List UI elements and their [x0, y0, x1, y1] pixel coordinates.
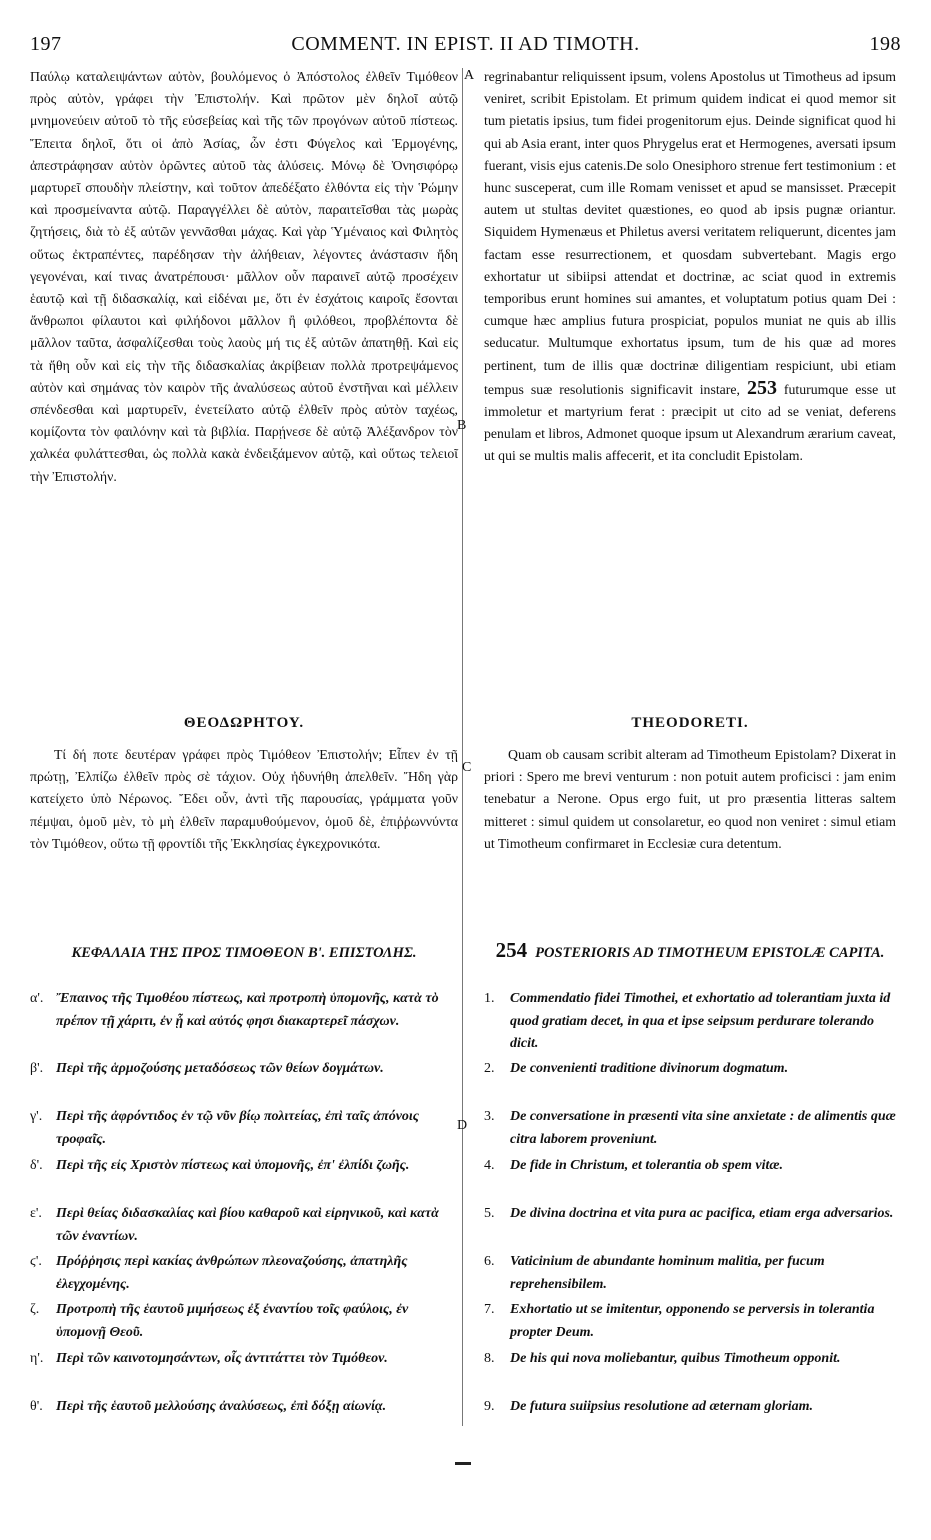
latin-chapter-text: De fide in Christum, et tolerantia ob spem vitæ. [510, 1158, 784, 1173]
latin-chapter-1 [484, 988, 896, 1056]
running-header [30, 33, 901, 61]
latin-chapter-num: 7. [484, 1302, 495, 1317]
latin-chapter-text: De his qui nova moliebantur, quibus Timotheum opponit. [510, 1351, 841, 1366]
latin-chapter-num: 6. [484, 1254, 495, 1269]
greek-intro-text: Παύλῳ καταλειψάντων αὐτὸν, βουλόμενος ὁ Ἀπόστολος ἐλθεῖν Τιμόθεον πρὸς αὐτὸν, γράφει τὴν Ἐπιστολήν. Καὶ πρῶτον μὲν δηλοῖ αὐτῷ μνημονεύειν αὐτοῦ τὸ τῆς εὐσεβείας καὶ τῆς τῶν προγόνων αὐτοῦ πίστεως. Ἔπειτα δηλοῖ, ὅτι οἱ ἀπὸ Ἀσίας, ὧν ἐστι Φύγελος καὶ Ἑρμογένης, ἀπεστράφησαν αὐτὸν ὁρῶντες αὐτοῦ τὰς ἁλύσεις. Μόνῳ δὲ Ὀνησιφόρῳ μαρτυρεῖ σπουδὴν πλείστην, καὶ τοῦτον ἀπεδέξατο ἐλθόντα εἰς τὴν Ῥώμην καὶ προσμείναντα αὐτῷ. Παραγγέλλει δὲ αὐτὸν, παραιτεῖσθαι τὰς μωρὰς ζητήσεις, διὰ τὸ ἐξ αὐτῶν γεννᾶσθαι μάχας. Καὶ γὰρ Ὑμέναιος καὶ Φιλητὸς οὕτως ἐκτραπέντες, παρέδησαν τὴν ἀλήθειαν, λέγοντες ἀνάστασιν ἤδη γεγονέναι, καί τινας ἀνατρέπουσι· μᾶλλον οὖν παραινεῖ αὐτῷ προσέχειν ἑαυτῷ καὶ τῇ διδασκαλίᾳ, καὶ εἰδέναι με, ὅτι ἐν ἐσχάτοις καιροῖς ἔσονται ἄνθρωποι φίλαυτοι καὶ φιλήδονοι μᾶλλον ἢ φιλόθεοι, προβλέποντα δὲ μᾶλλον ταῦτα, ἀσφαλίζεσθαι τοὺς λαοὺς μή τις ἐξ αὐτῶν ἀπατηθῇ. Καὶ εἰς τὰ ἤθη οὖν καὶ εἰς τὴν τῆς διδασκαλίας ἀκρίβειαν πολλὰ προτρεψάμενος αὐτὸν καὶ σημάνας τὸν καιρὸν τῆς ἀναλύσεως αὐτοῦ ἐνστῆναι καὶ μέλλειν σπένδεσθαι καὶ μαρτυρεῖν, ἐνετείλατο αὐτῷ ἐλθεῖν πρὸς αὐτὸν ταχέως, κομίζοντα τὸν φαιλόνην καὶ τὰ βιβλία. Παρῄνεσε δὲ αὐτῷ Ἀλέξανδρον τὸν χαλκέα φυλάττεσθαι, ὡς πολλὰ κακὰ ἐνδειξάμενον αὐτῷ, καὶ οὕτως τελειοῖ τὴν Ἐπιστολήν. [30, 69, 458, 484]
greek-chapter-text: Περὶ τῆς ἁρμοζούσης μεταδόσεως τῶν θείων δογμάτων. [56, 1061, 384, 1076]
latin-chapter-4 [484, 1155, 896, 1178]
greek-chapter-num: θ'. [30, 1399, 43, 1414]
latin-chapters-title [484, 938, 896, 963]
latin-chapter-text: De futura suiipsius resolutione ad æternam gloriam. [510, 1399, 814, 1414]
greek-chapter-1 [30, 988, 458, 1033]
end-dash [455, 1462, 471, 1465]
greek-chapter-8 [30, 1348, 458, 1371]
greek-chapter-num: α'. [30, 991, 44, 1006]
greek-chapter-num: ε'. [30, 1206, 42, 1221]
greek-chapter-3 [30, 1106, 458, 1151]
latin-theodoret [484, 712, 896, 855]
greek-chapter-text: Ἔπαινος τῆς Τιμοθέου πίστεως, καὶ προτροπὴ ὑπομονῆς, κατὰ τὸ πρέπον τῇ χάριτι, ἐν ᾗ καὶ αὐτός φησι διακαρτερεῖ πάσχων. [56, 991, 439, 1029]
latin-intro-before: regrinabantur reliquissent ipsum, volens Apostolus ut Timotheus ad ipsum veniret, scribit Epistolam. Et primum quidem indicat ei quod memor sit tum pietatis ipsius, tum fidei progenitorum ejus. Deinde significat quod hi qui ab Asia erant, inter quos Phrygelus erat et Hermogenes, aversati ipsum fuerant, visis ejus catenis.De solo Onesiphoro strenue fert testimonium : et hunc susceperat, cum ille Romam venisset et apud se mansisset. Præcepit autem ut stultas devitet quæstiones, eo quod ab ipsis pugnæ oriantur. Siquidem Hymenæus et Philetus aversi veritatem reliquerunt, dicentes jam factam esse resurrectionem, et quosdam subvertebant. Magis ergo exhortatur ut sibiipsi attendat et doctrinæ, ac sciat quod in extremis temporibus erunt homines sui amantes, et voluptatum potius quam Dei : cumque hæc amplius futura prospiciat, populos muniat ne quis ab illis seducatur. Multumque exhortatus ipsum, tum de his quæ ad mores pertinent, tum de illis quæ doctrinæ diligentiam respiciunt, ubi etiam tempus suæ resolutionis significavit instare, [484, 69, 896, 397]
greek-chapter-text: Περὶ τῶν καινοτομησάντων, οἷς ἀντιτάττει τὸν Τιμόθεον. [56, 1351, 388, 1366]
margin-letter-b: B [457, 418, 467, 433]
latin-theodoret-title: THEODORETI. [631, 715, 749, 731]
latin-chapter-text: De divina doctrina et vita pura ac pacifica, etiam erga adversarios. [510, 1206, 894, 1221]
greek-chapter-text: Περὶ θείας διδασκαλίας καὶ βίου καθαροῦ καὶ εἰρηνικοῦ, καὶ κατὰ τῶν ἐναντίων. [56, 1206, 439, 1244]
latin-chapter-6 [484, 1251, 896, 1296]
latin-chapter-num: 4. [484, 1158, 495, 1173]
greek-chapter-num: ϛ'. [30, 1254, 42, 1269]
greek-chapter-num: δ'. [30, 1158, 43, 1173]
greek-chapter-7 [30, 1299, 458, 1344]
latin-chapter-5 [484, 1203, 896, 1226]
latin-chapter-text: Commendatio fidei Timothei, et exhortatio ad tolerantiam juxta id quod gratiam decet, in qua et ipse seipsum perdurare tolerando dicit. [510, 991, 891, 1051]
greek-chapter-text: Πρόῤῥησις περὶ κακίας ἀνθρώπων πλεοναζούσης, ἀπατηλῆς ἐλεγχομένης. [56, 1254, 408, 1292]
margin-letter-c: C [462, 760, 472, 775]
latin-chapter-9 [484, 1396, 896, 1419]
latin-chapter-num: 5. [484, 1206, 495, 1221]
greek-chapter-text: Προτροπὴ τῆς ἑαυτοῦ μιμήσεως ἐξ ἐναντίου τοῖς φαύλοις, ἐν ὑπομονῇ Θεοῦ. [56, 1302, 409, 1340]
column-rule [462, 68, 463, 1426]
column-number-254: 254 [495, 938, 528, 962]
greek-chapters-heading [30, 944, 458, 963]
greek-chapter-text: Περὶ τῆς ἀφρόντιδος ἐν τῷ νῦν βίῳ πολιτείας, ἐπὶ ταῖς ἀπόνοις τροφαῖς. [56, 1109, 420, 1147]
latin-chapter-num: 9. [484, 1399, 495, 1414]
page-number-left: 197 [30, 33, 62, 55]
latin-chapter-7 [484, 1299, 896, 1344]
latin-intro [484, 66, 896, 468]
latin-chapter-text: De conversatione in præsenti vita sine anxietate : de alimentis quæ citra laborem proveniunt. [510, 1109, 896, 1147]
latin-chapter-8 [484, 1348, 896, 1371]
latin-chapter-num: 3. [484, 1109, 495, 1124]
greek-chapter-num: ζ. [30, 1302, 40, 1317]
latin-chapter-3 [484, 1106, 896, 1151]
running-title: COMMENT. IN EPIST. II AD TIMOTH. [291, 33, 640, 55]
greek-theodoret-text: Τί δή ποτε δευτέραν γράφει πρὸς Τιμόθεον Ἐπιστολήν; Εἶπεν ἐν τῇ πρώτῃ, Ἐλπίζω ἐλθεῖν πρὸς σὲ τάχιον. Οὐχ ἠδυνήθη ἀπελθεῖν. Ἤδη γὰρ κατείχετο ὑπὸ Νέρωνος. Ἔδει οὖν, ἀντὶ τῆς παρουσίας, γράμματα γοῦν πέμψαι, ὁμοῦ μὲν, τὸ μὴ ἐλθεῖν παραμυθούμενον, ὁμοῦ δὲ, ἐπιῤῥωννύντα τὸν Τιμόθεον, οὕτω τῇ φροντίδι τῆς Ἐκκλησίας ἐγκεχρονικότα. [30, 747, 458, 851]
latin-chapter-num: 1. [484, 991, 495, 1006]
latin-chapter-num: 2. [484, 1061, 495, 1076]
greek-chapter-num: β'. [30, 1061, 44, 1076]
margin-letter-a: A [464, 68, 475, 83]
margin-letter-d: D [457, 1118, 468, 1133]
greek-chapters-title: ΚΕΦΑΛΑΙΑ ΤΗΣ ΠΡΟΣ ΤΙΜΟΘΕΟΝ Β'. ΕΠΙΣΤΟΛΗΣ. [71, 945, 417, 961]
latin-intro-after: futurumque esse ut immoletur et martyrium ferat : præcipit ut cito ad se veniat, deferens penulam et libros, Admonet quoque ipsum ut Alexandrum ærarium caveat, ut qui se multis malis affecerit, et ita concludit Epistolam. [484, 381, 896, 464]
latin-chapter-2 [484, 1058, 896, 1081]
greek-chapter-text: Περὶ τῆς ἑαυτοῦ μελλούσης ἀναλύσεως, ἐπὶ δόξῃ αἰωνίᾳ. [56, 1399, 387, 1414]
greek-chapter-text: Περὶ τῆς εἰς Χριστὸν πίστεως καὶ ὑπομονῆς, ἐπ' ἐλπίδι ζωῆς. [56, 1158, 410, 1173]
latin-intro-text [484, 66, 896, 468]
latin-chapters-title-text: POSTERIORIS AD TIMOTHEUM EPISTOLÆ CAPITA. [535, 945, 885, 961]
greek-chapter-5 [30, 1203, 458, 1248]
latin-chapter-num: 8. [484, 1351, 495, 1366]
greek-chapter-num: γ'. [30, 1109, 43, 1124]
greek-chapter-9 [30, 1396, 458, 1419]
latin-chapter-text: Vaticinium de abundante hominum malitia, per fucum reprehensibilem. [510, 1254, 825, 1292]
page-number-right: 198 [869, 33, 901, 55]
latin-chapter-text: De convenienti traditione divinorum dogmatum. [510, 1061, 789, 1076]
column-number-253: 253 [746, 376, 777, 399]
greek-chapter-num: η'. [30, 1351, 44, 1366]
greek-chapter-2 [30, 1058, 458, 1081]
latin-chapters-heading [484, 938, 896, 963]
greek-theodoret [30, 712, 458, 855]
latin-theodoret-text: Quam ob causam scribit alteram ad Timotheum Epistolam? Dixerat in priori : Spero me brevi venturum : non potuit autem proficisci : jam enim tenebatur a Nerone. Opus ergo fuit, ut pro præsentia litteras saltem mitteret : simul quidem ut consolaretur, eo quod non veniret : simul etiam ut Timotheum confirmaret in Ecclesiæ cura detentum. [484, 747, 896, 851]
greek-theodoret-title: ΘΕΟΔΩΡΗΤΟΥ. [183, 715, 305, 731]
greek-chapter-6 [30, 1251, 458, 1296]
latin-chapter-text: Exhortatio ut se imitentur, opponendo se perversis in tolerantia propter Deum. [510, 1302, 875, 1340]
greek-chapter-4 [30, 1155, 458, 1178]
greek-intro [30, 66, 458, 488]
